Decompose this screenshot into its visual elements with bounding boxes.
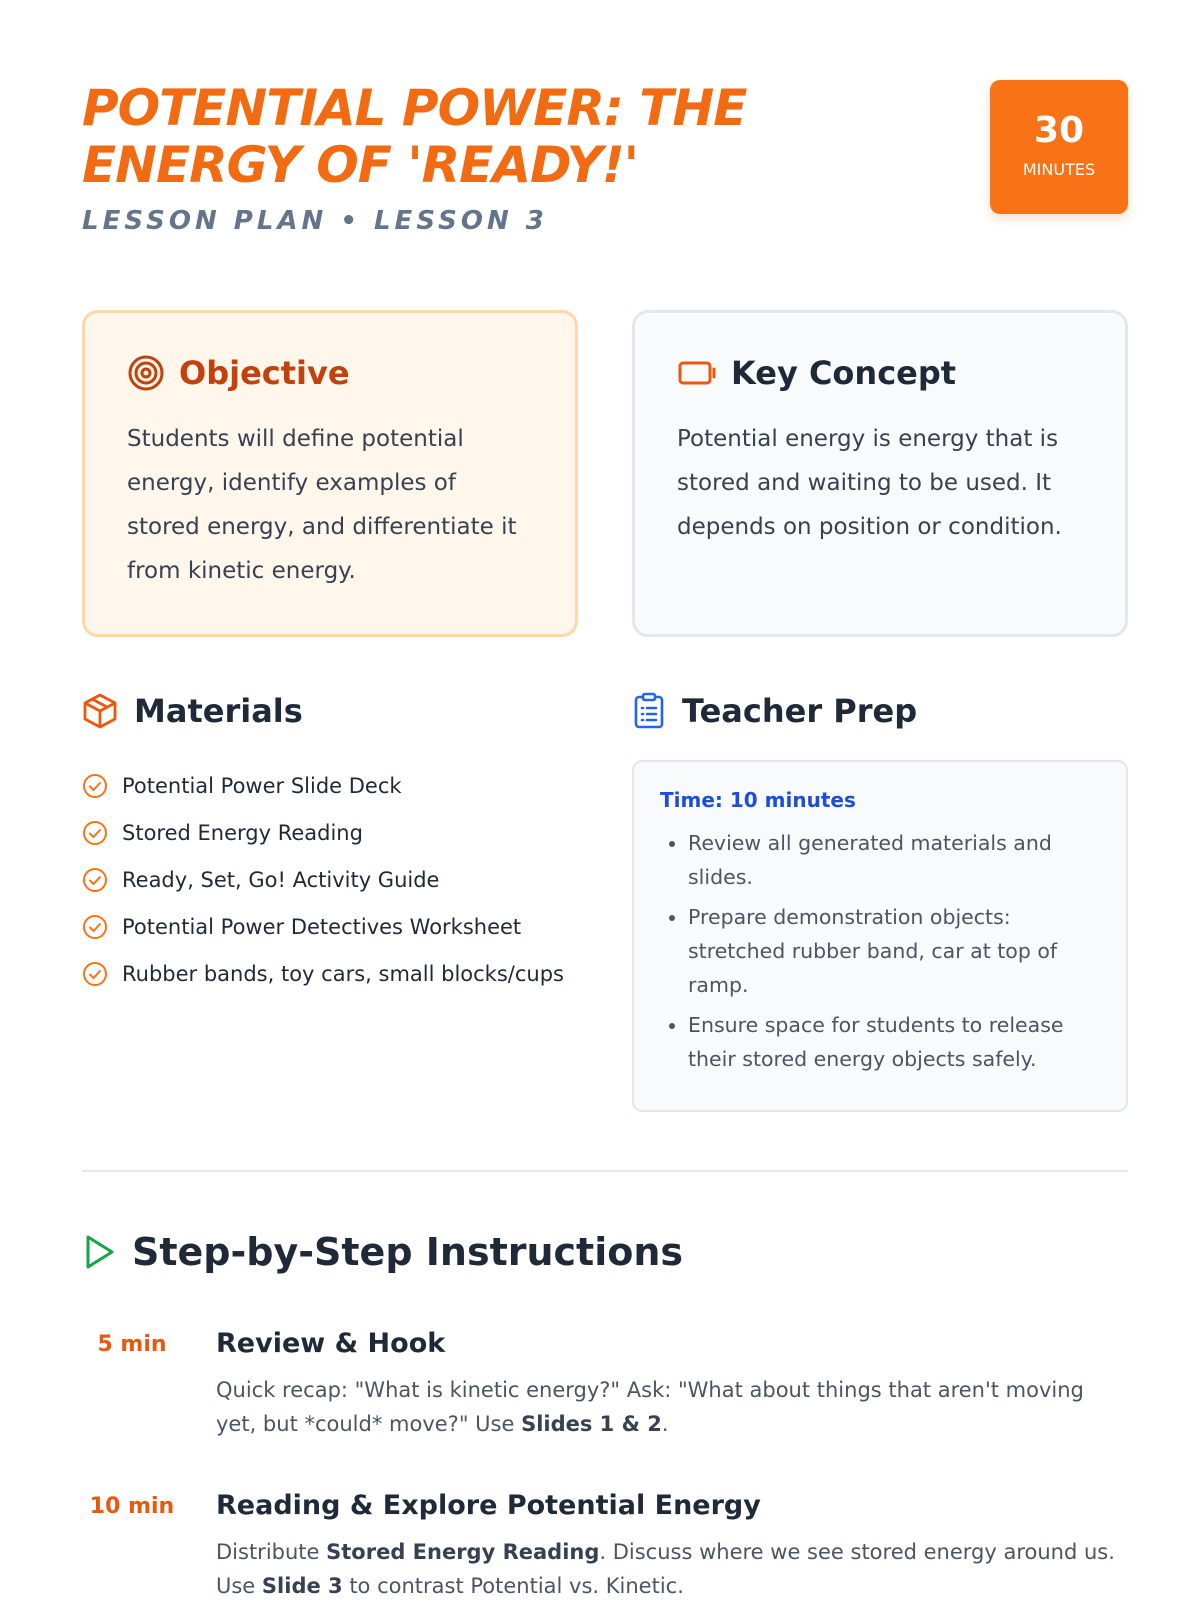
battery-icon [677, 358, 717, 388]
teacher-prep-heading [632, 692, 1128, 730]
duration-value: 30 [1033, 110, 1085, 151]
objective-heading-label: Objective [179, 354, 350, 392]
check-circle-icon [82, 867, 108, 893]
section-divider [82, 1170, 1128, 1172]
material-label: Potential Power Detectives Worksheet [122, 914, 522, 939]
teacher-prep-heading-label: Teacher Prep [682, 692, 918, 730]
step-time: 5 min [97, 1332, 167, 1357]
instructions-heading [82, 1230, 1128, 1274]
step-title: Reading & Explore Potential Energy [216, 1490, 761, 1521]
prep-time: Time: 10 minutes [660, 788, 856, 812]
step-text: Distribute [216, 1540, 327, 1564]
materials-section [82, 692, 582, 997]
key-concept-heading-label: Key Concept [731, 354, 957, 392]
duration-unit: MINUTES [1022, 160, 1096, 179]
material-label: Potential Power Slide Deck [122, 773, 402, 798]
objective-card [82, 310, 578, 637]
objective-text: Students will define potential energy, identify examples of stored energy, and differentiate it from kinetic energy. [127, 426, 517, 584]
list-item [82, 950, 582, 997]
key-concept-text: Potential energy is energy that is stored and waiting to be used. It depends on position or condition. [677, 426, 1062, 540]
instructions-section [82, 1230, 1128, 1598]
list-item: • Ensure space for students to release their stored energy objects safely. [688, 1008, 1100, 1076]
step-text: . Discuss where we see stored energy around us. Use [216, 1540, 1115, 1598]
target-icon [127, 354, 165, 392]
step-slide-ref: Slide 3 [261, 1574, 343, 1598]
clipboard-icon [632, 692, 666, 730]
step-title: Review & Hook [216, 1328, 446, 1359]
materials-heading-label: Materials [134, 692, 303, 730]
list-item [82, 762, 582, 809]
step-time: 10 min [89, 1494, 175, 1519]
materials-heading [82, 692, 582, 730]
check-circle-icon [82, 773, 108, 799]
list-item [82, 903, 582, 950]
key-concept-card [632, 310, 1128, 637]
material-label: Ready, Set, Go! Activity Guide [122, 867, 440, 892]
step-description [216, 1535, 1128, 1600]
list-item [82, 809, 582, 856]
material-label: Rubber bands, toy cars, small blocks/cups [122, 961, 564, 986]
list-item: • Prepare demonstration objects: stretched rubber band, car at top of ramp. [688, 900, 1100, 1002]
key-concept-heading [677, 353, 1083, 393]
materials-list [82, 762, 582, 997]
objective-heading [127, 353, 533, 393]
prep-list [660, 826, 1100, 1076]
step-text: . [661, 1412, 669, 1436]
page-subtitle: LESSON PLAN • LESSON 3 [82, 206, 548, 236]
package-icon [82, 692, 118, 730]
step-description [216, 1373, 1128, 1441]
list-item [82, 856, 582, 903]
list-item: • Review all generated materials and slides. [688, 826, 1100, 894]
instructions-heading-label: Step-by-Step Instructions [132, 1230, 684, 1274]
material-label: Stored Energy Reading [122, 820, 363, 845]
step-slide-ref: Slides 1 & 2 [521, 1412, 662, 1436]
check-circle-icon [82, 914, 108, 940]
play-icon [82, 1233, 116, 1271]
duration-badge [990, 80, 1128, 214]
step-body [216, 1328, 1128, 1441]
teacher-prep-box [632, 760, 1128, 1112]
lesson-header [82, 80, 1132, 236]
step-text: Quick recap: "What is kinetic energy?" Ask: "What about things that aren't moving yet, but *could* move?" Use [216, 1378, 1084, 1436]
step-item [82, 1328, 1128, 1441]
step-body [216, 1490, 1128, 1600]
check-circle-icon [82, 961, 108, 987]
teacher-prep-section [632, 692, 1128, 1112]
step-text: to contrast Potential vs. Kinetic. [342, 1574, 684, 1598]
page-title: POTENTIAL POWER: THE ENERGY OF 'READY!' [82, 79, 747, 194]
step-material-ref: Stored Energy Reading [326, 1540, 600, 1564]
step-item [82, 1490, 1128, 1600]
check-circle-icon [82, 820, 108, 846]
